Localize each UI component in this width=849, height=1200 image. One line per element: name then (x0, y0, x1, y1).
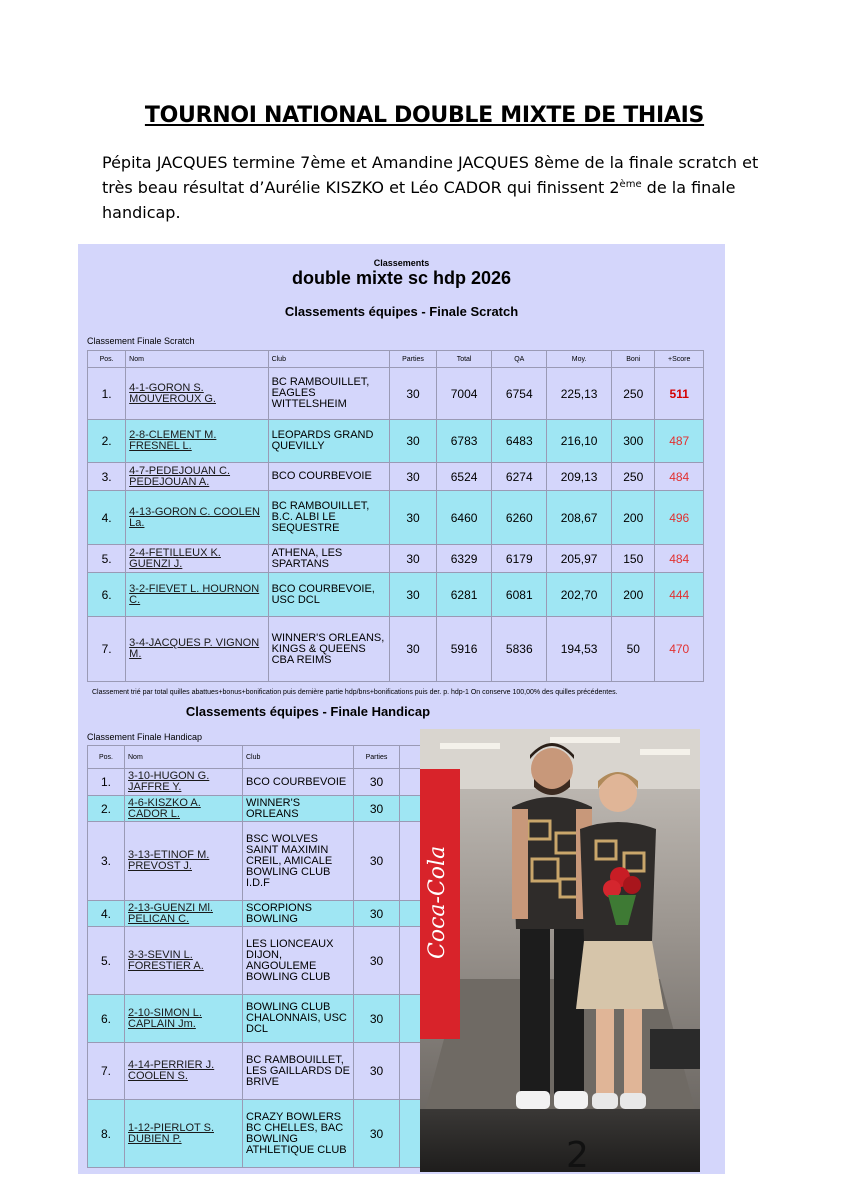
row-boni: 250 (612, 463, 655, 491)
row-name[interactable]: 3-2-FIEVET L. HOURNON C. (126, 573, 268, 617)
row-moy: 225,13 (547, 368, 612, 420)
row-boni: 150 (612, 545, 655, 573)
col-total: Total (436, 351, 492, 368)
row-parties: 30 (390, 545, 436, 573)
row-club: ATHENA, LES SPARTANS (268, 545, 390, 573)
col-score: +Score (655, 351, 704, 368)
row-parties: 30 (354, 822, 400, 901)
col-pos: Pos. (88, 351, 126, 368)
handicap-table (87, 745, 448, 1168)
col-club: Club (268, 351, 390, 368)
podium (420, 1109, 700, 1172)
row-qa: 6483 (492, 420, 547, 463)
row-total: 7004 (436, 368, 492, 420)
intro-superscript: ème (619, 179, 642, 190)
row-pos: 2. (88, 420, 126, 463)
sort-note: Classement trié par total quilles abattues+bonus+bonification puis dernière partie hdp/bns+bonifications puis der. p. hdp-1 On conserve 100,00% des quilles précédentes. (92, 689, 618, 696)
row-club: BOWLING CLUB CHALONNAIS, USC DCL (243, 995, 354, 1043)
table-row (88, 573, 704, 617)
table-row (88, 995, 448, 1043)
row-pos: 2. (88, 796, 125, 822)
table-row (88, 822, 448, 901)
table-row (88, 368, 704, 420)
row-club: SCORPIONS BOWLING (243, 901, 354, 927)
classements-label: Classements (373, 258, 430, 268)
col-nom: Nom (126, 351, 268, 368)
row-pos: 6. (88, 995, 125, 1043)
row-qa: 6179 (492, 545, 547, 573)
table-row (88, 796, 448, 822)
table-row (88, 463, 704, 491)
podium-photo (420, 729, 700, 1172)
row-club: BC RAMBOUILLET, B.C. ALBI LE SEQUESTRE (268, 491, 390, 545)
row-name[interactable]: 2-10-SIMON L. CAPLAIN Jm. (125, 995, 243, 1043)
row-name[interactable]: 3-13-ETINOF M. PREVOST J. (125, 822, 243, 901)
row-name[interactable]: 2-8-CLEMENT M. FRESNEL L. (126, 420, 268, 463)
table-row (88, 901, 448, 927)
row-parties: 30 (354, 1043, 400, 1100)
row-moy: 209,13 (547, 463, 612, 491)
scratch-heading: Classements équipes - Finale Scratch (284, 304, 519, 319)
row-parties: 30 (390, 573, 436, 617)
col-qa: QA (492, 351, 547, 368)
row-club: BCO COURBEVOIE (243, 769, 354, 796)
intro-paragraph (102, 150, 762, 225)
row-total: 6329 (436, 545, 492, 573)
row-pos: 3. (88, 822, 125, 901)
row-moy: 202,70 (547, 573, 612, 617)
row-pos: 8. (88, 1100, 125, 1168)
row-qa: 6260 (492, 491, 547, 545)
row-club: LES LIONCEAUX DIJON, ANGOULEME BOWLING CLUB (243, 927, 354, 995)
row-score: 496 (655, 491, 704, 545)
row-club: BSC WOLVES SAINT MAXIMIN CREIL, AMICALE BOWLING CLUB I.D.F (243, 822, 354, 901)
row-boni: 200 (612, 491, 655, 545)
row-boni: 200 (612, 573, 655, 617)
row-pos: 3. (88, 463, 126, 491)
row-total: 6460 (436, 491, 492, 545)
row-name[interactable]: 4-13-GORON C. COOLEN La. (126, 491, 268, 545)
row-name[interactable]: 1-12-PIERLOT S. DUBIEN P. (125, 1100, 243, 1168)
table-row (88, 1043, 448, 1100)
row-qa: 6274 (492, 463, 547, 491)
row-name[interactable]: 4-6-KISZKO A. CADOR L. (125, 796, 243, 822)
page-title: TOURNOI NATIONAL DOUBLE MIXTE DE THIAIS (144, 103, 705, 128)
row-club: BCO COURBEVOIE (268, 463, 390, 491)
coca-cola-text: Coca-Cola (425, 845, 450, 959)
row-club: BC RAMBOUILLET, LES GAILLARDS DE BRIVE (243, 1043, 354, 1100)
row-parties: 30 (354, 769, 400, 796)
col-nom: Nom (125, 746, 243, 769)
row-score: 444 (655, 573, 704, 617)
scratch-results-panel (78, 244, 725, 700)
row-parties: 30 (390, 463, 436, 491)
row-score: 484 (655, 545, 704, 573)
row-total: 6783 (436, 420, 492, 463)
row-club: BCO COURBEVOIE, USC DCL (268, 573, 390, 617)
col-boni: Boni (612, 351, 655, 368)
row-pos: 5. (88, 545, 126, 573)
row-qa: 5836 (492, 617, 547, 682)
row-club: WINNER'S ORLEANS (243, 796, 354, 822)
row-club: CRAZY BOWLERS BC CHELLES, BAC BOWLING ATHLETIQUE CLUB (243, 1100, 354, 1168)
row-pos: 1. (88, 769, 125, 796)
row-parties: 30 (390, 491, 436, 545)
row-pos: 1. (88, 368, 126, 420)
row-boni: 300 (612, 420, 655, 463)
podium-photo-illustration (420, 729, 700, 1172)
row-name[interactable]: 4-7-PEDEJOUAN C. PEDEJOUAN A. (126, 463, 268, 491)
row-total: 6524 (436, 463, 492, 491)
row-total: 6281 (436, 573, 492, 617)
row-moy: 216,10 (547, 420, 612, 463)
table-row (88, 545, 704, 573)
row-pos: 4. (88, 491, 126, 545)
podium-number: 2 (566, 1135, 589, 1172)
col-parties: Parties (354, 746, 400, 769)
col-club: Club (243, 746, 354, 769)
row-parties: 30 (354, 901, 400, 927)
row-parties: 30 (354, 995, 400, 1043)
table-row (88, 420, 704, 463)
handicap-caption: Classement Finale Handicap (87, 732, 203, 742)
row-name[interactable]: 2-4-FETILLEUX K. GUENZI J. (126, 545, 268, 573)
row-boni: 50 (612, 617, 655, 682)
row-score: 511 (655, 368, 704, 420)
intro-text-1: Pépita JACQUES termine 7ème et Amandine JACQUES 8ème de la finale scratch et très beau résultat d’Aurélie KISZKO et Léo CADOR qui finissent 2 (102, 153, 759, 197)
scratch-caption: Classement Finale Scratch (87, 336, 195, 346)
col-parties: Parties (390, 351, 436, 368)
row-moy: 205,97 (547, 545, 612, 573)
row-moy: 194,53 (547, 617, 612, 682)
row-club: BC RAMBOUILLET, EAGLES WITTELSHEIM (268, 368, 390, 420)
row-parties: 30 (354, 1100, 400, 1168)
intro-text-2: de la finale handicap. (102, 178, 736, 222)
handicap-header-row (88, 746, 448, 769)
col-pos: Pos. (88, 746, 125, 769)
row-qa: 6081 (492, 573, 547, 617)
row-name[interactable]: 3-4-JACQUES P. VIGNON M. (126, 617, 268, 682)
row-moy: 208,67 (547, 491, 612, 545)
row-qa: 6754 (492, 368, 547, 420)
scratch-table (87, 350, 704, 682)
row-parties: 30 (354, 796, 400, 822)
row-boni: 250 (612, 368, 655, 420)
row-parties: 30 (354, 927, 400, 995)
row-parties: 30 (390, 368, 436, 420)
row-score: 470 (655, 617, 704, 682)
row-pos: 7. (88, 617, 126, 682)
row-name[interactable]: 3-10-HUGON G. JAFFRE Y. (125, 769, 243, 796)
table-row (88, 927, 448, 995)
table-row (88, 491, 704, 545)
row-parties: 30 (390, 617, 436, 682)
row-parties: 30 (390, 420, 436, 463)
row-name[interactable]: 4-14-PERRIER J. COOLEN S. (125, 1043, 243, 1100)
row-total: 5916 (436, 617, 492, 682)
row-pos: 4. (88, 901, 125, 927)
row-name[interactable]: 2-13-GUENZI Ml. PELICAN C. (125, 901, 243, 927)
col-moy: Moy. (547, 351, 612, 368)
table-row (88, 769, 448, 796)
row-pos: 7. (88, 1043, 125, 1100)
row-club: WINNER'S ORLEANS, KINGS & QUEENS CBA REIMS (268, 617, 390, 682)
competition-name: double mixte sc hdp 2026 (291, 268, 512, 288)
handicap-heading: Classements équipes - Finale Handicap (185, 704, 431, 719)
table-row (88, 1100, 448, 1168)
row-pos: 5. (88, 927, 125, 995)
row-score: 484 (655, 463, 704, 491)
row-pos: 6. (88, 573, 126, 617)
row-name[interactable]: 3-3-SEVIN L. FORESTIER A. (125, 927, 243, 995)
table-row (88, 617, 704, 682)
row-club: LEOPARDS GRAND QUEVILLY (268, 420, 390, 463)
row-name[interactable]: 4-1-GORON S. MOUVEROUX G. (126, 368, 268, 420)
scratch-header-row (88, 351, 704, 368)
row-score: 487 (655, 420, 704, 463)
